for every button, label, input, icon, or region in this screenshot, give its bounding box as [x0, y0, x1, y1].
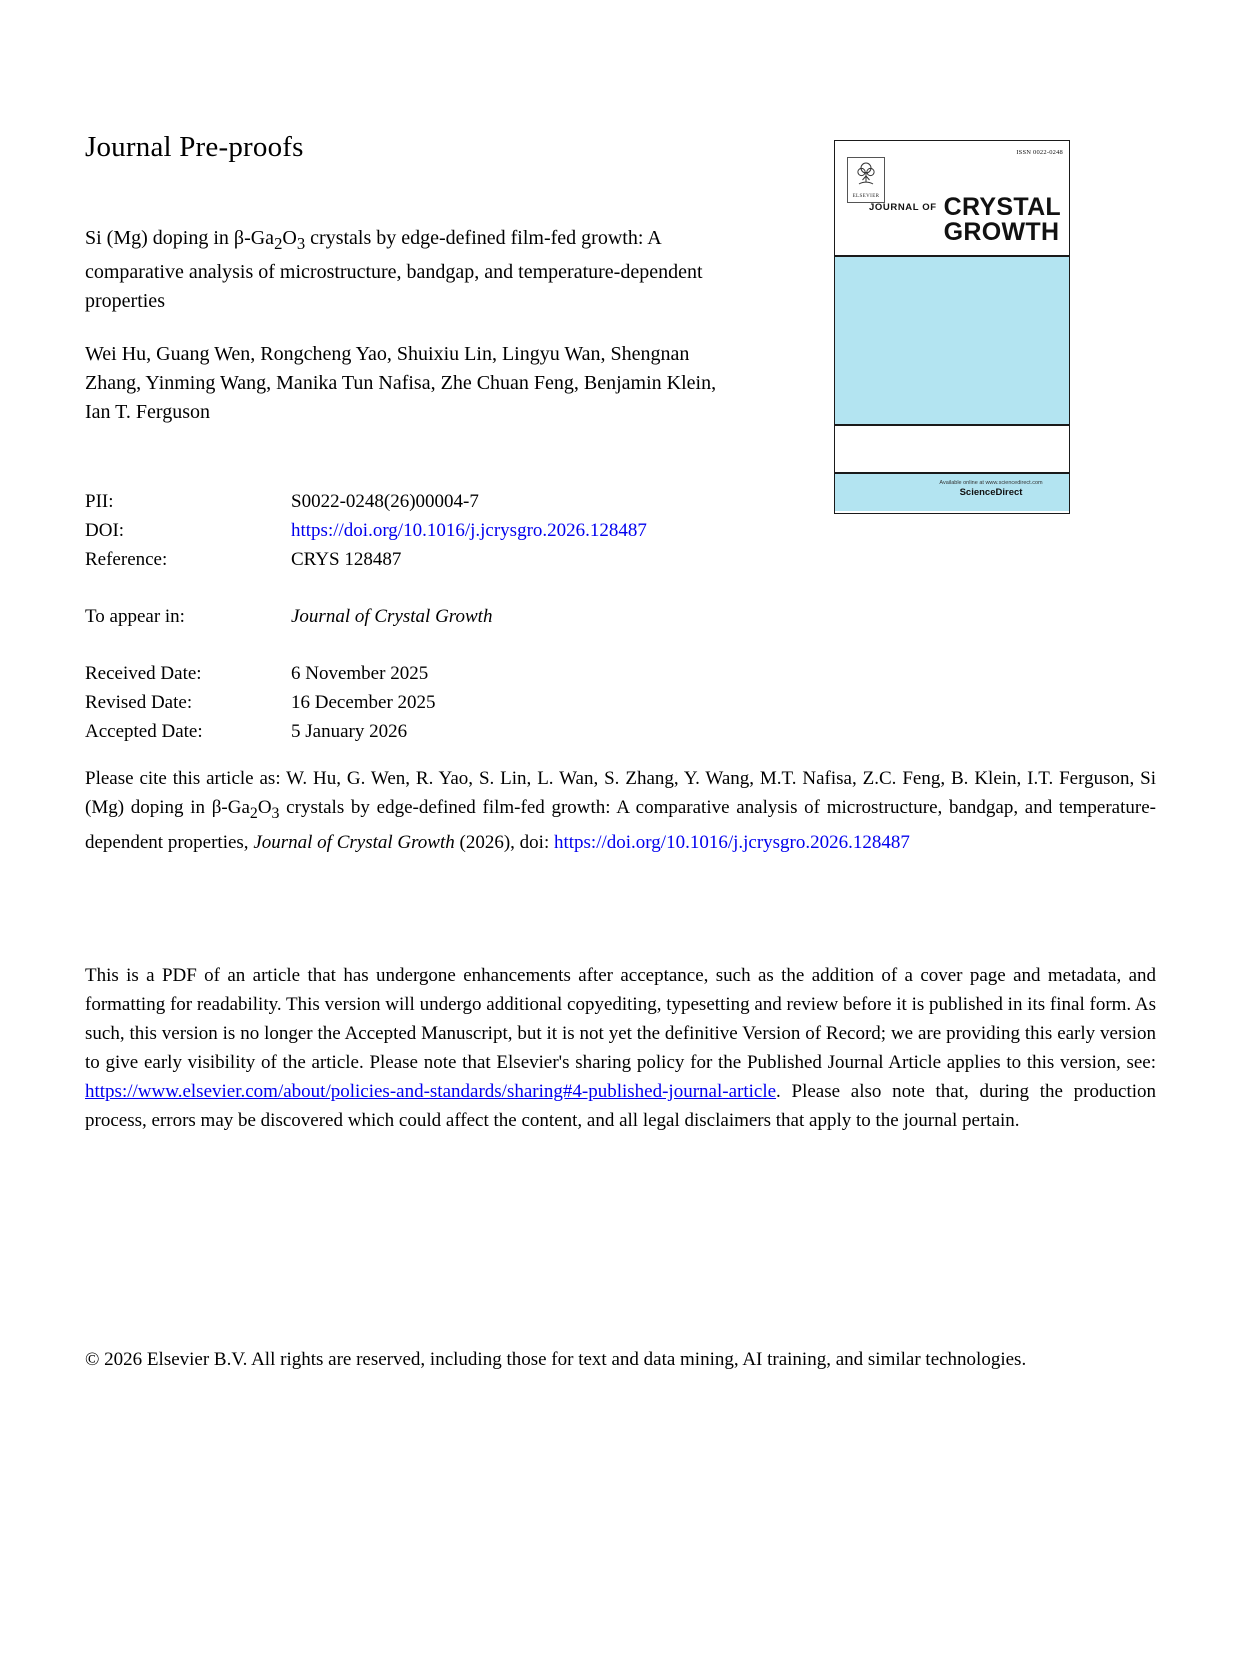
doi-label: DOI: [85, 520, 125, 541]
cover-journal-title [835, 195, 1061, 245]
metadata-row-revised [85, 688, 647, 717]
subscript: 2 [249, 804, 258, 822]
doi-link[interactable]: https://doi.org/10.1016/j.jcrysgro.2026.128487 [291, 520, 647, 541]
pii-value: S0022-0248(26)00004-7 [291, 491, 479, 512]
article-title-text: crystals by edge-defined film-fed growth: A comparative analysis of microstructure, bandgap, and temperature-dependent properties [85, 227, 703, 312]
elsevier-wordmark: ELSEVIER [852, 194, 880, 199]
metadata-row-to-appear [85, 602, 647, 631]
citation-doi-link[interactable]: https://doi.org/10.1016/j.jcrysgro.2026.128487 [553, 831, 910, 853]
spacer [85, 631, 647, 659]
citation-text: (2026), doi: [454, 831, 554, 853]
author-list: Wei Hu, Guang Wen, Rongcheng Yao, Shuixiu Lin, Lingyu Wan, Shengnan Zhang, Yinming Wang, Manika Tun Nafisa, Zhe Chuan Feng, Benjamin Klein, Ian T. Ferguson [85, 343, 717, 423]
journal-cover-thumbnail [834, 140, 1070, 514]
to-appear-label: To appear in: [85, 606, 185, 627]
received-date-label: Received Date: [85, 663, 202, 684]
citation-text: crystals by edge-defined film-fed growth: A comparative analysis of microstructure, bandgap, and temperature-dependent properties, [85, 797, 1156, 853]
sciencedirect-block [921, 479, 1061, 498]
cover-header [835, 141, 1069, 257]
citation-paragraph [85, 764, 1156, 857]
subscript: 3 [271, 804, 280, 822]
metadata-row-received [85, 659, 647, 688]
disclaimer-text: This is a PDF of an article that has undergone enhancements after acceptance, such as the addition of a cover page and metadata, and formatting for readability. This version will undergo additional copyediting, typesetting and review before it is published in its final form. As such, this version is no longer the Accepted Manuscript, but it is not yet the definitive Version of Record; we are providing this early version to give early visibility of the article. Please note that Elsevier's sharing policy for the Published Journal Article applies to this version, see: [85, 965, 1156, 1073]
metadata-row-pii [85, 487, 647, 516]
disclaimer-paragraph [85, 961, 1156, 1135]
revised-date-label: Revised Date: [85, 692, 193, 713]
citation-text: Please cite this article as: W. Hu, G. Wen, R. Yao, S. Lin, L. Wan, S. Zhang, Y. Wang, M.T. Nafisa, Z.C. Feng, B. Klein, I.T. Ferguson, Si (Mg) doping in β-Ga [85, 768, 1156, 818]
sharing-policy-link[interactable]: https://www.elsevier.com/about/policies-and-standards/sharing#4-published-journal-article [85, 1081, 777, 1102]
journal-name-line1: CRYSTAL [943, 193, 1061, 221]
metadata-row-reference [85, 545, 647, 574]
subscript: 3 [296, 234, 306, 253]
disclaimer-text: . Please also note that, during the production process, errors may be discovered which could affect the content, and all legal disclaimers that apply to the journal pertain. [85, 1081, 1156, 1131]
citation-journal-name: Journal of Crystal Growth [253, 831, 455, 853]
journal-of-label: JOURNAL OF [869, 202, 937, 213]
metadata-row-accepted [85, 717, 647, 746]
subscript: 2 [274, 234, 283, 253]
reference-value: CRYS 128487 [291, 549, 402, 570]
metadata-row-doi [85, 516, 647, 545]
accepted-date-label: Accepted Date: [85, 721, 203, 742]
journal-name [944, 195, 1061, 245]
elsevier-tree-icon [855, 161, 877, 194]
spacer [85, 574, 647, 602]
accepted-date-value: 5 January 2026 [291, 721, 408, 742]
article-title-text: Si (Mg) doping in β-Ga [85, 227, 275, 249]
available-online-text: Available online at www.sciencedirect.com [939, 480, 1043, 486]
journal-name-line2: GROWTH [943, 218, 1060, 246]
metadata-block [85, 487, 647, 746]
revised-date-value: 16 December 2025 [291, 692, 436, 713]
cover-footer-strip [835, 474, 1069, 511]
received-date-value: 6 November 2025 [291, 663, 429, 684]
page-title: Journal Pre-proofs [85, 131, 304, 163]
cover-issn: ISSN 0022-0248 [1016, 149, 1063, 156]
reference-label: Reference: [85, 549, 168, 570]
copyright-notice: © 2026 Elsevier B.V. All rights are reserved, including those for text and data mining, AI training, and similar technologies. [85, 1349, 1027, 1370]
article-title [85, 224, 750, 316]
citation-text: O [257, 797, 272, 818]
cover-accent-block [835, 257, 1069, 426]
sciencedirect-wordmark: ScienceDirect [959, 487, 1023, 498]
article-title-text: O [282, 227, 297, 249]
cover-white-box [835, 426, 1069, 474]
pii-label: PII: [85, 491, 114, 512]
to-appear-value: Journal of Crystal Growth [291, 606, 493, 627]
